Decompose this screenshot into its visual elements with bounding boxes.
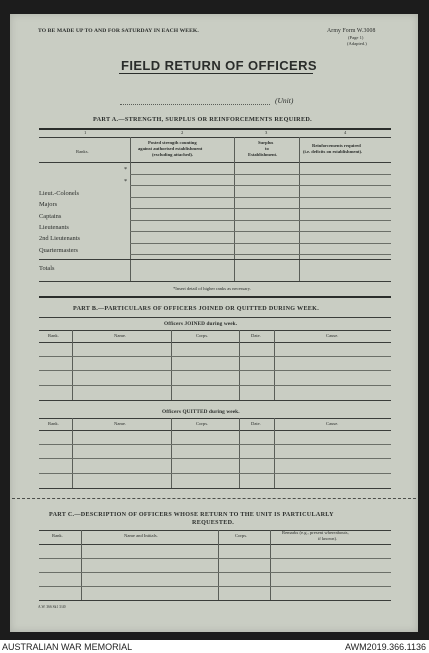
part-a-row-line bbox=[130, 243, 391, 244]
part-a-row-line bbox=[130, 220, 391, 221]
quitted-header-rule bbox=[39, 430, 391, 431]
quitted-divider-1 bbox=[72, 418, 73, 488]
part-c-row-line bbox=[39, 586, 391, 587]
part-a-divider-3 bbox=[299, 137, 300, 282]
col-header-surplus-1: Surplus bbox=[258, 140, 274, 145]
joined-row-line bbox=[39, 385, 391, 386]
joined-col-corps: Corps. bbox=[196, 333, 209, 338]
joined-col-name: Name. bbox=[114, 333, 127, 338]
quitted-col-name: Name. bbox=[114, 421, 127, 426]
quitted-col-cause: Cause. bbox=[326, 421, 339, 426]
part-c-row-line bbox=[39, 572, 391, 573]
quitted-col-rank: Rank. bbox=[48, 421, 59, 426]
star-mark-1: * bbox=[124, 166, 128, 173]
part-a-heading: PART A.—STRENGTH, SURPLUS OR REINFORCEMENTS REQUIRED. bbox=[93, 116, 312, 123]
footer-accession-number: AWM2019.366.1136 bbox=[344, 642, 426, 652]
joined-header-rule bbox=[39, 342, 391, 343]
title-underline bbox=[119, 73, 313, 74]
quitted-col-date: Date. bbox=[251, 421, 261, 426]
quitted-row-line bbox=[39, 444, 391, 445]
joined-divider-2 bbox=[171, 330, 172, 400]
tear-line bbox=[12, 498, 416, 499]
part-c-row-line bbox=[39, 558, 391, 559]
joined-col-cause: Cause. bbox=[326, 333, 339, 338]
part-b-heading: PART B.—PARTICULARS OF OFFICERS JOINED OR QUITTED DURING WEEK. bbox=[73, 306, 320, 312]
form-page: (Page 1) bbox=[348, 35, 364, 40]
part-c-col-remarks-2: if known). bbox=[318, 536, 338, 541]
rank-lieutenants: Lieutenants bbox=[39, 224, 69, 231]
part-b-top-rule bbox=[39, 296, 391, 298]
part-a-row-line bbox=[130, 185, 391, 186]
part-c-divider-1 bbox=[81, 530, 82, 600]
col-header-posted-3: (excluding attached). bbox=[152, 152, 194, 157]
joined-divider-1 bbox=[72, 330, 73, 400]
part-b-heading-rule bbox=[39, 317, 391, 318]
joined-title-rule bbox=[39, 330, 391, 331]
page-title: FIELD RETURN OF OFFICERS bbox=[121, 58, 317, 73]
quitted-divider-2 bbox=[171, 418, 172, 488]
quitted-bottom-rule bbox=[39, 488, 391, 489]
col-header-surplus-3: Establishment. bbox=[248, 152, 278, 157]
archive-footer bbox=[0, 640, 429, 653]
quitted-row-line bbox=[39, 473, 391, 474]
part-a-row-line bbox=[130, 174, 391, 175]
part-c-col-rank: Rank. bbox=[52, 533, 63, 538]
col-header-posted-2: against authorised establishment bbox=[138, 146, 203, 151]
part-a-divider-2 bbox=[234, 137, 235, 282]
col-number-1: 1 bbox=[84, 130, 87, 135]
star-mark-2: * bbox=[124, 178, 128, 185]
footer-institution: AUSTRALIAN WAR MEMORIAL bbox=[2, 642, 133, 652]
part-a-footnote: *Insert detail of higher ranks as necessary. bbox=[173, 286, 251, 291]
col-number-2: 2 bbox=[181, 130, 184, 135]
part-c-bottom-rule bbox=[39, 600, 391, 601]
part-c-divider-2 bbox=[218, 530, 219, 600]
rank-2nd-lieutenants: 2nd Lieutenants bbox=[39, 235, 80, 242]
printer-code: A.W. 366 Sk1 3/40 bbox=[38, 605, 66, 609]
rank-lieut-colonels: Lieut.-Colonels bbox=[39, 190, 79, 197]
joined-row-line bbox=[39, 370, 391, 371]
part-a-divider-1 bbox=[130, 137, 131, 282]
quitted-divider-3 bbox=[239, 418, 240, 488]
joined-title: Officers JOINED during week. bbox=[164, 321, 238, 327]
joined-divider-3 bbox=[239, 330, 240, 400]
col-header-reinf-2: (i.e. deficits on establishment). bbox=[303, 149, 363, 154]
part-a-bottom-rule bbox=[39, 281, 391, 282]
part-a-header-rule bbox=[39, 162, 391, 163]
joined-col-date: Date. bbox=[251, 333, 261, 338]
part-a-row-line bbox=[130, 254, 391, 255]
quitted-col-corps: Corps. bbox=[196, 421, 209, 426]
part-c-col-name: Name and Initials. bbox=[124, 533, 158, 538]
part-c-divider-3 bbox=[270, 530, 271, 600]
col-number-3: 3 bbox=[265, 130, 268, 135]
part-a-row-line bbox=[130, 231, 391, 232]
col-number-4: 4 bbox=[344, 130, 347, 135]
totals-top-rule bbox=[39, 259, 391, 260]
quitted-title: Officers QUITTED during week. bbox=[162, 409, 240, 415]
form-number: Army Form W.3008 bbox=[327, 28, 376, 34]
joined-bottom-rule bbox=[39, 400, 391, 401]
part-c-col-remarks-1: Remarks (e.g., present whereabouts, bbox=[282, 530, 349, 535]
rank-quartermasters: Quartermasters bbox=[39, 247, 79, 254]
col-number-rule bbox=[39, 137, 391, 138]
totals-label: Totals bbox=[39, 265, 55, 272]
part-a-row-line bbox=[130, 197, 391, 198]
quitted-divider-4 bbox=[274, 418, 275, 488]
instruction-text: TO BE MADE UP TO AND FOR SATURDAY IN EACH WEEK. bbox=[38, 28, 199, 34]
col-header-surplus-2: to bbox=[265, 146, 269, 151]
part-c-heading-line1: PART C.—DESCRIPTION OF OFFICERS WHOSE RETURN TO THE UNIT IS PARTICULARLY bbox=[49, 512, 334, 518]
quitted-row-line bbox=[39, 458, 391, 459]
rank-captains: Captains bbox=[39, 213, 62, 220]
part-a-top-rule bbox=[39, 128, 391, 130]
col-header-posted-1: Posted strength counting bbox=[148, 140, 197, 145]
part-c-heading-line2: REQUESTED. bbox=[192, 520, 235, 526]
form-status: (Adapted.) bbox=[347, 41, 367, 46]
joined-divider-4 bbox=[274, 330, 275, 400]
part-c-col-corps: Corps. bbox=[235, 533, 248, 538]
rank-majors: Majors bbox=[39, 201, 58, 208]
part-c-header-rule bbox=[39, 544, 391, 545]
col-header-ranks: Ranks. bbox=[76, 149, 89, 154]
part-a-row-line bbox=[130, 208, 391, 209]
unit-label: (Unit) bbox=[275, 96, 294, 105]
joined-col-rank: Rank. bbox=[48, 333, 59, 338]
unit-dotted-line bbox=[120, 104, 270, 105]
quitted-title-rule bbox=[39, 418, 391, 419]
joined-row-line bbox=[39, 356, 391, 357]
col-header-reinf-1: Reinforcements required bbox=[312, 143, 361, 148]
